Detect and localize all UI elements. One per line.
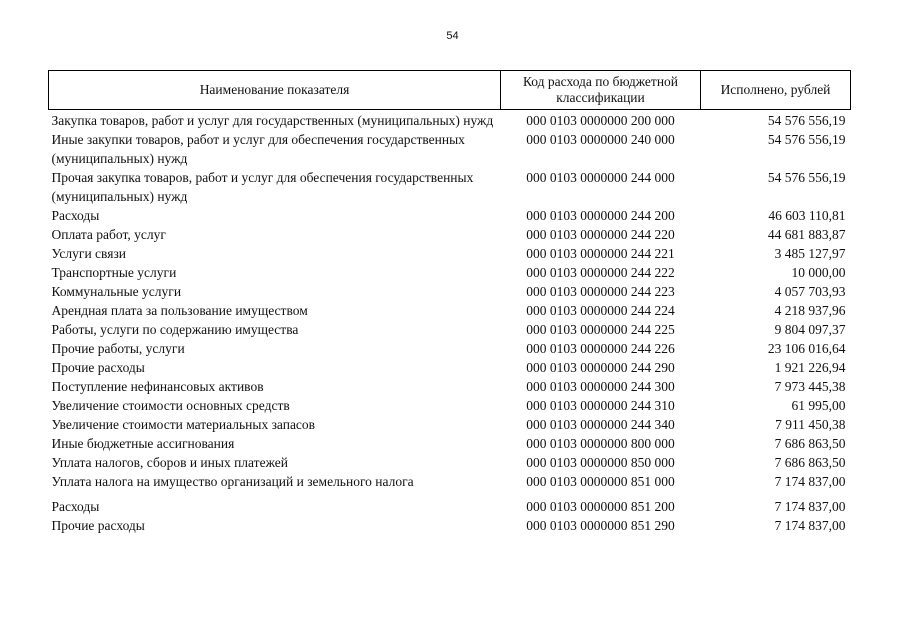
row-executed-amount: 46 603 110,81 (768, 208, 846, 223)
row-indicator-name: Поступление нефинансовых активов (51, 379, 264, 394)
row-executed-amount: 61 995,00 (791, 398, 846, 413)
table-row (49, 491, 851, 516)
row-budget-code: 000 0103 0000000 244 290 (526, 360, 675, 375)
table-row (49, 377, 851, 396)
row-indicator-name: Коммунальные услуги (51, 284, 182, 299)
row-budget-code: 000 0103 0000000 244 226 (526, 341, 675, 356)
row-budget-code: 000 0103 0000000 851 200 (526, 499, 675, 514)
row-budget-code: 000 0103 0000000 244 220 (526, 227, 675, 242)
row-executed-amount: 54 576 556,19 (767, 132, 846, 147)
row-budget-code: 000 0103 0000000 800 000 (526, 436, 675, 451)
row-executed-amount: 23 106 016,64 (767, 341, 846, 356)
row-budget-code: 000 0103 0000000 244 225 (526, 322, 675, 337)
row-budget-code: 000 0103 0000000 244 000 (526, 170, 675, 185)
row-indicator-name: Работы, услуги по содержанию имущества (51, 322, 299, 337)
row-indicator-name: Оплата работ, услуг (51, 227, 166, 242)
row-executed-amount: 4 218 937,96 (774, 303, 846, 318)
header-executed-amount: Исполнено, рублей (701, 71, 851, 110)
row-executed-amount: 1 921 226,94 (774, 360, 846, 375)
table-row (49, 225, 851, 244)
row-executed-amount: 44 681 883,87 (767, 227, 846, 242)
row-executed-amount: 7 911 450,38 (775, 417, 846, 432)
row-budget-code: 000 0103 0000000 850 000 (526, 455, 675, 470)
row-executed-amount: 9 804 097,37 (774, 322, 846, 337)
header-indicator-name: Наименование показателя (49, 71, 501, 110)
table-row (49, 434, 851, 453)
row-indicator-name: Уплата налогов, сборов и иных платежей (51, 455, 288, 470)
table-row (49, 301, 851, 320)
table-row (49, 358, 851, 377)
page-number: 54 (446, 30, 459, 42)
row-indicator-name: Прочие расходы (51, 518, 145, 533)
row-indicator-name: Закупка товаров, работ и услуг для государственных (муниципальных) нужд (51, 113, 494, 128)
table-row (49, 263, 851, 282)
row-executed-amount: 7 174 837,00 (774, 518, 846, 533)
row-executed-amount: 7 174 837,00 (774, 474, 846, 489)
row-budget-code: 000 0103 0000000 244 340 (526, 417, 675, 432)
row-indicator-name: Транспортные услуги (51, 265, 177, 280)
budget-execution-table (48, 70, 851, 535)
row-executed-amount: 54 576 556,19 (767, 170, 846, 185)
row-budget-code: 000 0103 0000000 244 300 (526, 379, 675, 394)
row-indicator-name: Прочие работы, услуги (51, 341, 185, 356)
row-indicator-name: Прочие расходы (51, 360, 145, 375)
table-row (49, 453, 851, 472)
row-budget-code: 000 0103 0000000 851 000 (526, 474, 675, 489)
row-budget-code: 000 0103 0000000 244 223 (526, 284, 675, 299)
table-row (49, 110, 851, 131)
row-indicator-name: Услуги связи (51, 246, 127, 261)
header-budget-code: Код расхода по бюджетной классификации (501, 71, 701, 110)
table-row (49, 516, 851, 535)
row-budget-code: 000 0103 0000000 240 000 (526, 132, 675, 147)
table-row (49, 472, 851, 491)
table-row (49, 339, 851, 358)
table-row (49, 130, 851, 168)
row-indicator-name: Прочая закупка товаров, работ и услуг для обеспечения государственных (муниципальных) нужд (51, 170, 474, 204)
row-indicator-name: Увеличение стоимости основных средств (51, 398, 290, 413)
row-executed-amount: 54 576 556,19 (767, 113, 846, 128)
row-budget-code: 000 0103 0000000 200 000 (526, 113, 675, 128)
table-row (49, 206, 851, 225)
row-indicator-name: Иные закупки товаров, работ и услуг для обеспечения государственных (муниципальных) нужд (51, 132, 465, 166)
row-budget-code: 000 0103 0000000 244 200 (526, 208, 675, 223)
table-row (49, 415, 851, 434)
row-indicator-name: Увеличение стоимости материальных запасов (51, 417, 316, 432)
row-budget-code: 000 0103 0000000 244 224 (526, 303, 675, 318)
row-executed-amount: 3 485 127,97 (774, 246, 846, 261)
table-row (49, 282, 851, 301)
row-executed-amount: 4 057 703,93 (774, 284, 846, 299)
table-header-row (49, 71, 851, 110)
row-indicator-name: Уплата налога на имущество организаций и земельного налога (51, 474, 414, 489)
row-budget-code: 000 0103 0000000 244 310 (526, 398, 675, 413)
table-row (49, 168, 851, 206)
row-executed-amount: 7 174 837,00 (774, 499, 846, 514)
row-executed-amount: 10 000,00 (791, 265, 846, 280)
table-row (49, 320, 851, 339)
table-row (49, 396, 851, 415)
row-executed-amount: 7 686 863,50 (774, 455, 846, 470)
table-header (49, 71, 851, 110)
table-body (49, 110, 851, 536)
row-indicator-name: Расходы (51, 208, 100, 223)
row-indicator-name: Расходы (51, 499, 100, 514)
row-budget-code: 000 0103 0000000 244 221 (526, 246, 675, 261)
row-indicator-name: Арендная плата за пользование имуществом (51, 303, 308, 318)
row-executed-amount: 7 686 863,50 (774, 436, 846, 451)
row-budget-code: 000 0103 0000000 851 290 (526, 518, 675, 533)
row-executed-amount: 7 973 445,38 (774, 379, 846, 394)
table-row (49, 244, 851, 263)
row-budget-code: 000 0103 0000000 244 222 (526, 265, 675, 280)
row-indicator-name: Иные бюджетные ассигнования (51, 436, 235, 451)
